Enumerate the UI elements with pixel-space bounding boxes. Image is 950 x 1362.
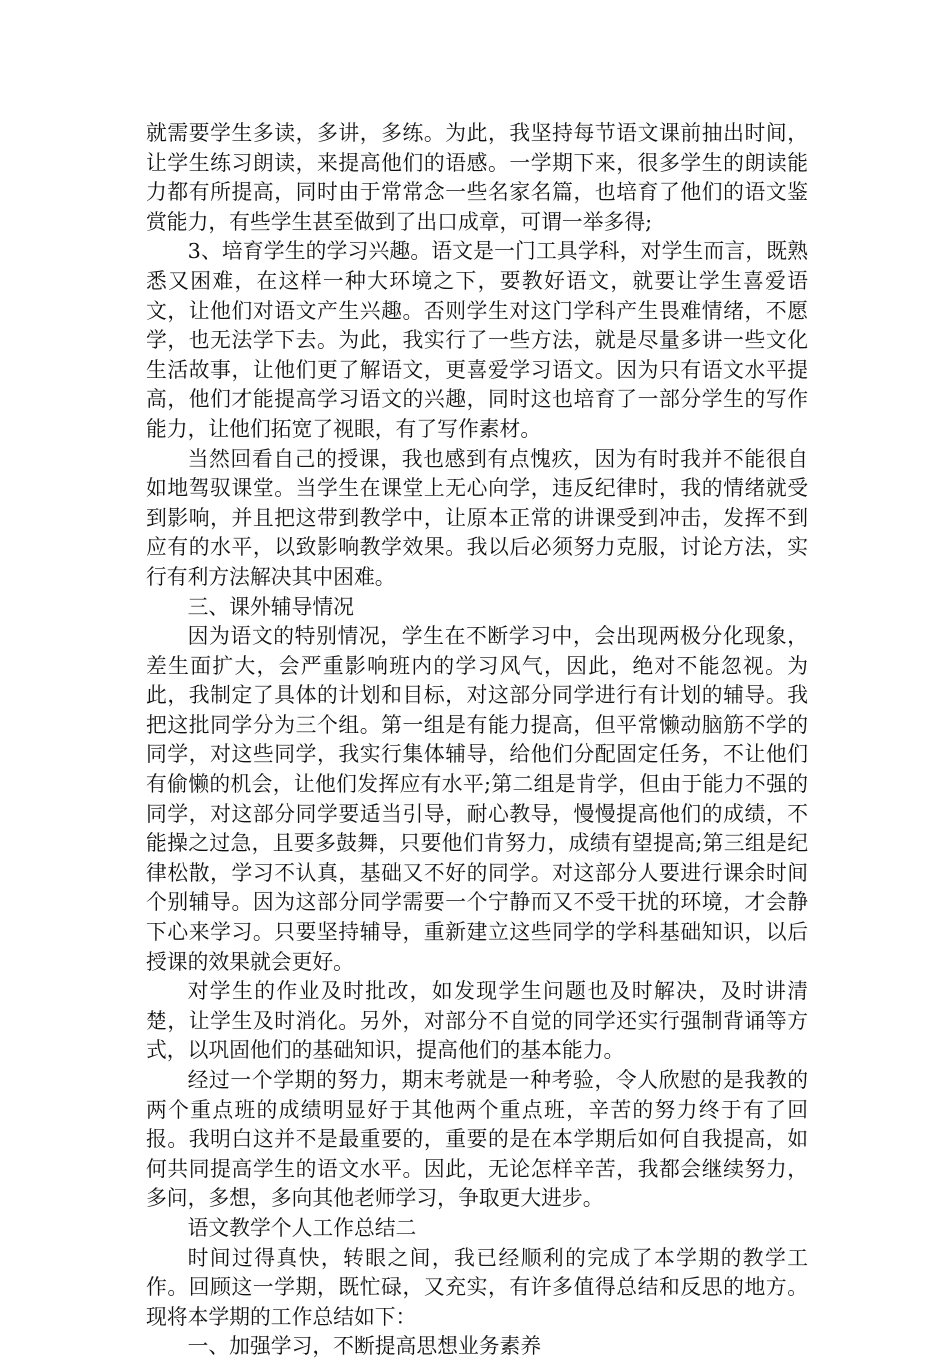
- paragraph-3: 当然回看自己的授课，我也感到有点愧疚，因为有时我并不能很自如地驾驭课堂。当学生在课堂上无心向学，违反纪律时，我的情绪就受到影响，并且把这带到教学中，让原本正常的讲课受到冲击，发挥不到应有的水平，以致影响教学效果。我以后必须努力克服，讨论方法，实行有利方法解决其中困难。: [146, 446, 808, 589]
- summary-two-title: 语文教学个人工作总结二: [187, 1215, 417, 1240]
- paragraph-4: 因为语文的特别情况，学生在不断学习中，会出现两极分化现象，差生面扩大，会严重影响班内的学习风气，因此，绝对不能忽视。为此，我制定了具体的计划和目标，对这部分同学进行有计划的辅导。我把这批同学分为三个组。第一组是有能力提高，但平常懒动脑筋不学的同学，对这些同学，我实行集体辅导，给他们分配固定任务，不让他们有偷懒的机会，让他们发挥应有水平;第二组是肯学，但由于能力不强的同学，对这部分同学要适当引导，耐心教导，慢慢提高他们的成绩，不能操之过急，且要多鼓舞，只要他们肯努力，成绩有望提高;第三组是纪律松散，学习不认真，基础又不好的同学。对这部分人要进行课余时间个别辅导。因为这部分同学需要一个宁静而又不受干扰的环境，才会静下心来学习。只要坚持辅导，重新建立这些同学的学科基础知识，以后授课的效果就会更好。: [146, 624, 808, 974]
- paragraph-7: 时间过得真快，转眼之间，我已经顺利的完成了本学期的教学工作。回顾这一学期，既忙碌，又充实，有许多值得总结和反思的地方。现将本学期的工作总结如下：: [146, 1245, 808, 1329]
- section-heading-1: 一、加强学习，不断提高思想业务素养: [187, 1334, 542, 1359]
- section-heading-3: 三、课外辅导情况: [187, 594, 354, 619]
- document-body: [146, 119, 808, 1362]
- paragraph-1: 就需要学生多读，多讲，多练。为此，我坚持每节语文课前抽出时间，让学生练习朗读，来提高他们的语感。一学期下来，很多学生的朗读能力都有所提高，同时由于常常念一些名家名篇，也培育了他们的语文鉴赏能力，有些学生甚至做到了出口成章，可谓一举多得;: [146, 121, 808, 234]
- paragraph-5: 对学生的作业及时批改，如发现学生问题也及时解决，及时讲清楚，让学生及时消化。另外，对部分不自觉的同学还实行强制背诵等方式，以巩固他们的基础知识，提高他们的基本能力。: [146, 979, 808, 1063]
- paragraph-2: 3、培育学生的学习兴趣。语文是一门工具学科，对学生而言，既熟悉又困难，在这样一种大环境之下，要教好语文，就要让学生喜爱语文，让他们对语文产生兴趣。否则学生对这门学科产生畏难情绪，不愿学，也无法学下去。为此，我实行了一些方法，就是尽量多讲一些文化生活故事，让他们更了解语文，更喜爱学习语文。因为只有语文水平提高，他们才能提高学习语文的兴趣，同时这也培育了一部分学生的写作能力，让他们拓宽了视眼，有了写作素材。: [146, 239, 808, 441]
- paragraph-6: 经过一个学期的努力，期末考就是一种考验，令人欣慰的是我教的两个重点班的成绩明显好于其他两个重点班，辛苦的努力终于有了回报。我明白这并不是最重要的，重要的是在本学期后如何自我提高，如何共同提高学生的语文水平。因此，无论怎样辛苦，我都会继续努力，多问，多想，多向其他老师学习，争取更大进步。: [146, 1068, 808, 1211]
